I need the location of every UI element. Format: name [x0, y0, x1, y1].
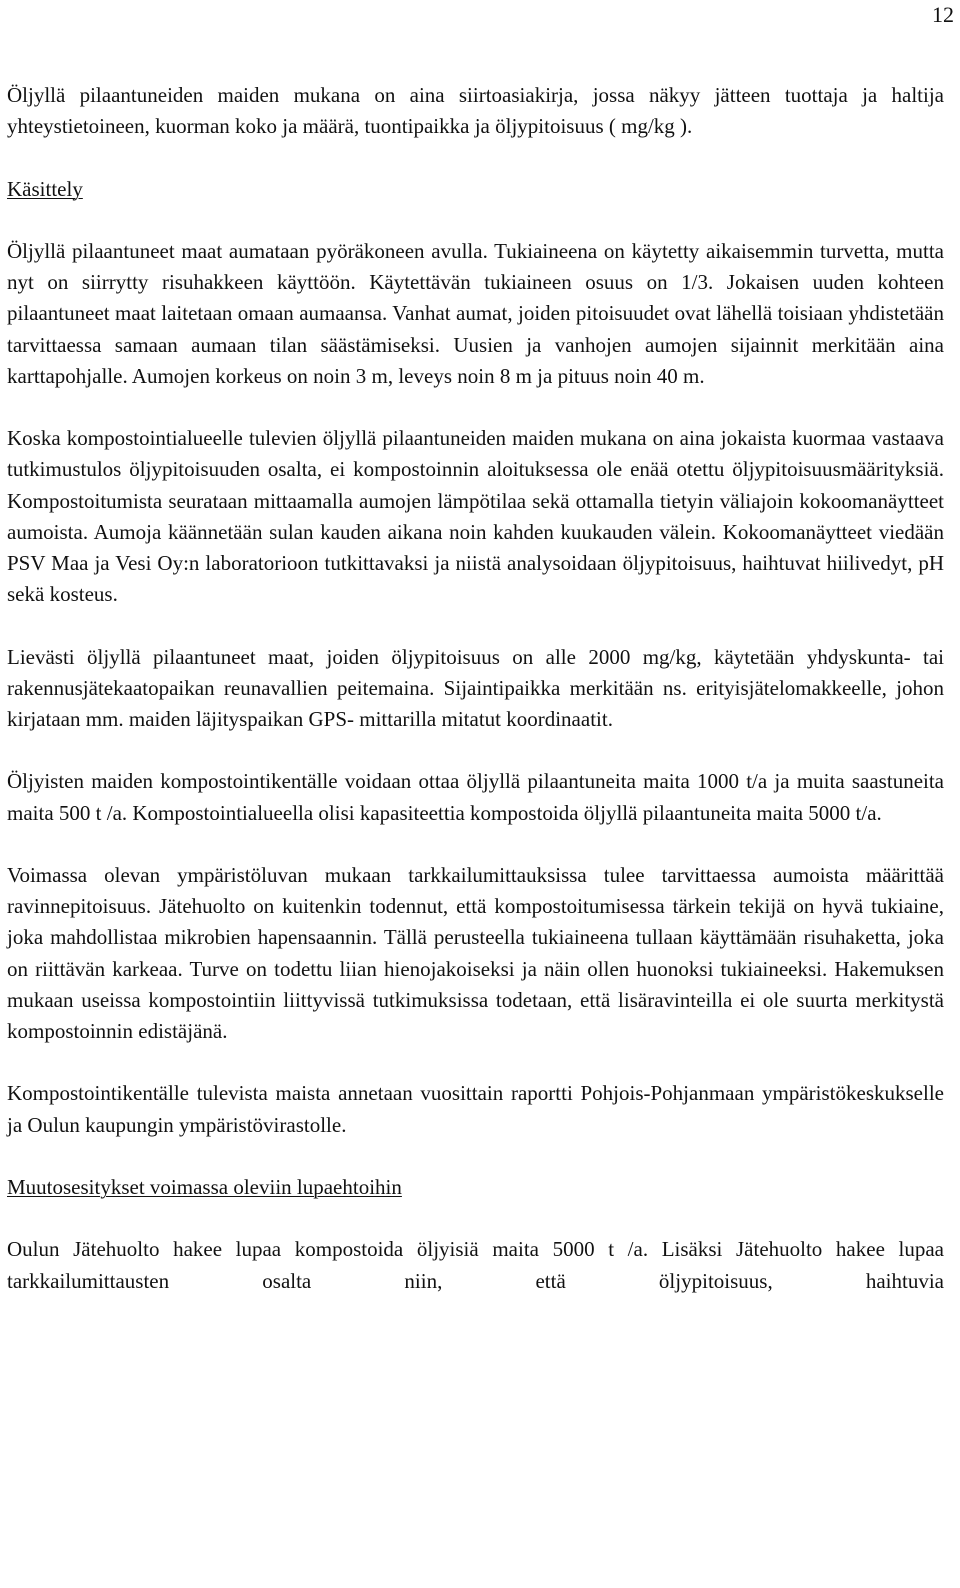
document-body — [7, 80, 944, 1297]
page-number: 12 — [932, 2, 954, 27]
paragraph-waste-transfer-document: Öljyllä pilaantuneiden maiden mukana on aina siirtoasiakirja, jossa näkyy jätteen tuottaja ja haltija yhteystietoineen, kuorman koko ja määrä, tuontipaikka ja öljypitoisuus ( mg/kg ). — [7, 83, 944, 139]
paragraph-annual-report: Kompostointikentälle tulevista maista annetaan vuosittain raportti Pohjois-Pohjanmaan ympäristökeskukselle ja Oulun kaupungin ympäristövirastolle. — [7, 1081, 944, 1137]
paragraph-nutrient-content: Voimassa olevan ympäristöluvan mukaan tarkkailumittauksissa tulee tarvittaessa aumoista määrittää ravinnepitoisuus. Jätehuolto on kuitenkin todennut, että kompostoitumisessa tärkein tekijä on hyvä tukiaine, joka mahdollistaa mikrobien hapensaannin. Tällä perusteella tukiaineena tullaan käyttämään risuhaketta, joka on riittävän karkeaa. Turve on todettu liian hienojakoiseksi ja näin ollen huonoksi tukiaineeksi. Hakemuksen mukaan useissa kompostointiin liittyvissä tutkimuksissa todetaan, että lisäravinteilla ei ole suurta merkitystä kompostoinnin edistäjänä. — [7, 862, 944, 1043]
section-heading-permit-changes: Muutosesitykset voimassa oleviin lupaehtoihin — [7, 1174, 402, 1199]
paragraph-composting-monitoring: Koska kompostointialueelle tulevien öljyllä pilaantuneiden maiden mukana on aina jokaista kuormaa vastaava tutkimustulos öljypitoisuuden osalta, ei kompostoinnin aloituksessa ole enää otettu öljypitoisuusmäärityksiä. Kompostoitumista seurataan mittaamalla aumojen lämpötilaa sekä ottamalla tietyin väliajoin kokoomanäytteet aumoista. Aumoja käännetään sulan kauden aikana noin kahden kuukauden välein. Kokoomanäytteet viedään PSV Maa ja Vesi Oy:n laboratorioon tutkittavaksi ja niistä analysoidaan öljypitoisuus, haihtuvat hiilivedyt, pH sekä kosteus. — [7, 426, 944, 607]
paragraph-slightly-contaminated-soil: Lievästi öljyllä pilaantuneet maat, joiden öljypitoisuus on alle 2000 mg/kg, käytetään yhdyskunta- tai rakennusjätekaatopaikan reunavallien peitemaina. Sijaintipaikka merkitään ns. erityisjätelomakkeelle, johon kirjataan mm. maiden läjityspaikan GPS- mittarilla mitatut koordinaatit. — [7, 644, 944, 731]
section-heading-handling: Käsittely — [7, 176, 83, 201]
paragraph-capacity: Öljyisten maiden kompostointikentälle voidaan ottaa öljyllä pilaantuneita maita 1000 t/a ja muita saastuneita maita 500 t /a. Kompostointialueella olisi kapasiteettia kompostoida öljyllä pilaantuneita maita 5000 t/a. — [7, 769, 944, 825]
paragraph-windrow-handling: Öljyllä pilaantuneet maat aumataan pyöräkoneen avulla. Tukiaineena on käytetty aikaisemmin turvetta, mutta nyt on siirrytty risuhakkeen käyttöön. Käytettävän tukiaineen osuus on 1/3. Jokaisen uuden kohteen pilaantuneet maat laitetaan omaan aumaansa. Vanhat aumat, joiden pitoisuudet ovat lähellä toisiaan yhdistetään tarvittaessa samaan aumaan tilan säästämiseksi. Uusien ja vanhojen aumojen sijainnit merkitään aina karttapohjalle. Aumojen korkeus on noin 3 m, leveys noin 8 m ja pituus noin 40 m. — [7, 238, 944, 388]
paragraph-permit-application: Oulun Jätehuolto hakee lupaa kompostoida öljyisiä maita 5000 t /a. Lisäksi Jätehuolto hakee lupaa tarkkailumittausten osalta niin, että öljypitoisuus, haihtuvia — [7, 1237, 944, 1293]
